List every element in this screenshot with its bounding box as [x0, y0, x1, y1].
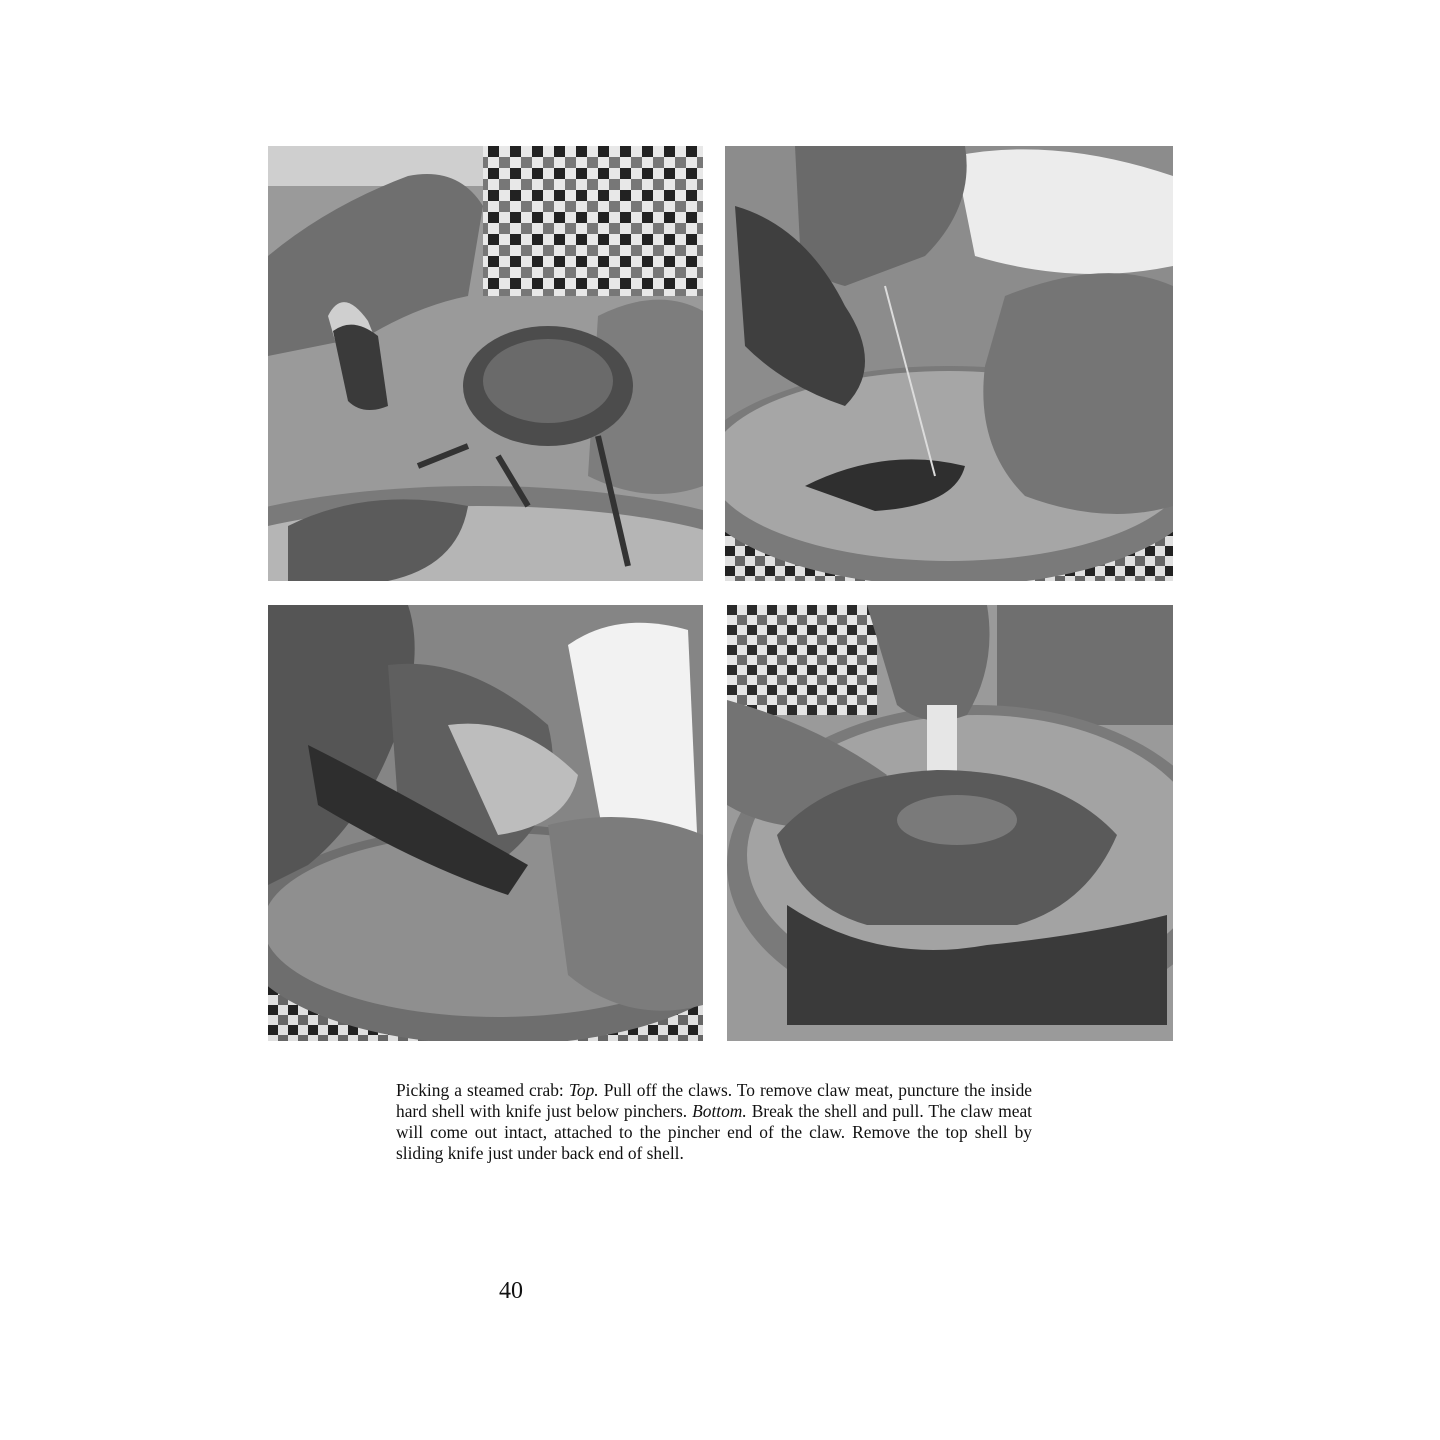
photo-remove-top-shell [727, 605, 1173, 1041]
photo-pull-claw [268, 146, 703, 581]
caption-intro: Picking a steamed crab: [396, 1080, 569, 1100]
page-number: 40 [499, 1278, 523, 1304]
caption-bottom-steps: Break the shell and pull. The claw meat will come out intact, attached to the pincher end of the claw. Remove the top shell by sliding knife just under back end of shell. [396, 1101, 1032, 1163]
caption-label-bottom: Bottom. [692, 1101, 747, 1121]
caption-top-steps: Pull off the claws. To remove claw meat, puncture the inside hard shell with knife just below pinchers. [396, 1080, 1033, 1121]
caption-label-top: Top. [568, 1080, 599, 1100]
photo-puncture-claw [725, 146, 1173, 581]
photo-break-shell [268, 605, 703, 1041]
figure-caption [396, 1080, 1032, 1164]
